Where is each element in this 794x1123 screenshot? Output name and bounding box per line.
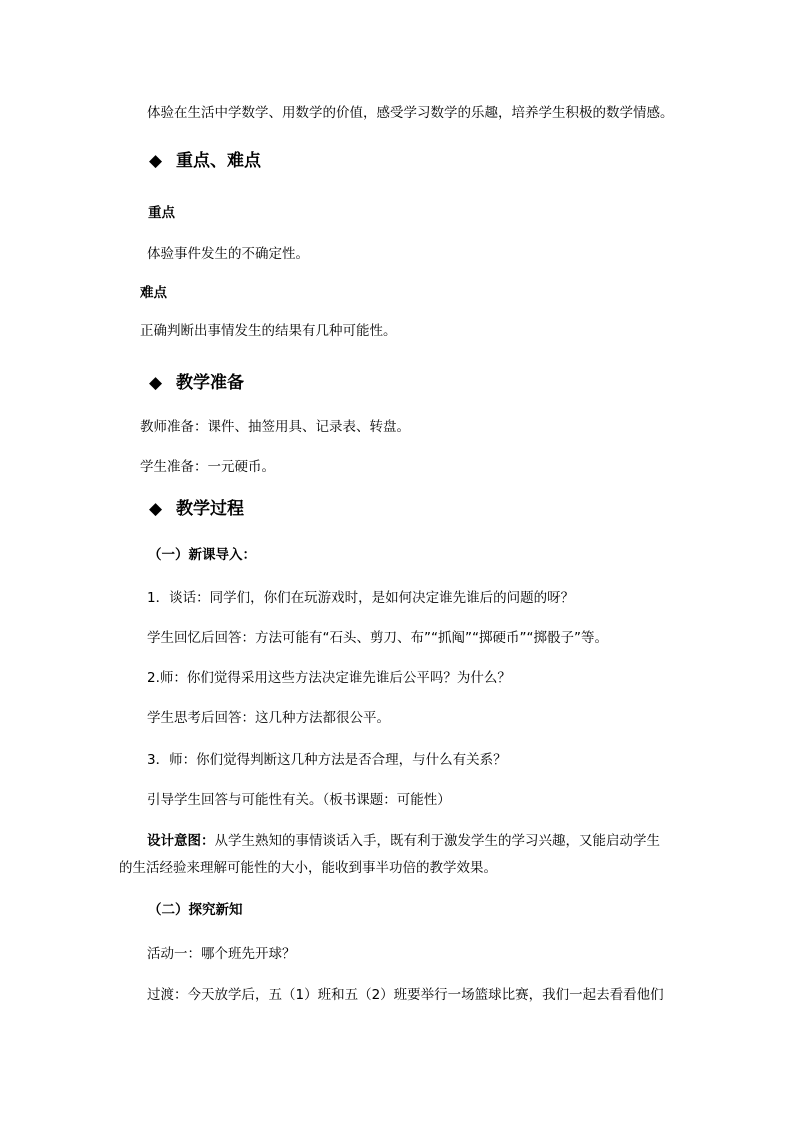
nandian-label: 难点: [140, 285, 167, 301]
transition-line: 过渡：今天放学后，五（1）班和五（2）班要举行一场篮球比赛，我们一起去看看他们: [147, 987, 664, 1003]
diamond-icon: ◆: [149, 499, 163, 519]
item-2: 2.师：你们觉得采用这些方法决定谁先谁后公平吗？为什么？: [147, 670, 511, 686]
item-1: 1．谈话：同学们，你们在玩游戏时，是如何决定谁先谁后的问题的呀？: [147, 590, 575, 606]
design-intent-label: 设计意图：: [147, 833, 215, 849]
part2-title: （二）探究新知: [148, 902, 243, 918]
item-1-answer: 学生回忆后回答：方法可能有“石头、剪刀、布”“抓阄”“掷硬币”“掷骰子”等。: [147, 630, 608, 646]
section-heading-key-points: [149, 149, 261, 173]
item-3: 3．师：你们觉得判断这几种方法是否合理，与什么有关系？: [147, 752, 507, 768]
section-heading-text: 教学过程: [176, 499, 244, 519]
item-3-answer: 引导学生回答与可能性有关。（板书课题：可能性）: [147, 792, 451, 808]
section-heading-text: 教学准备: [176, 373, 244, 393]
design-intent-line-1: [147, 831, 660, 851]
zhongdian-label: 重点: [148, 205, 175, 221]
teacher-preparation: 教师准备：课件、抽签用具、记录表、转盘。: [140, 419, 410, 435]
diamond-icon: ◆: [149, 373, 163, 393]
section-heading-preparation: [149, 371, 244, 395]
item-2-answer: 学生思考后回答：这几种方法都很公平。: [147, 710, 390, 726]
section-heading-process: [149, 497, 244, 521]
part1-title: （一）新课导入：: [148, 547, 256, 563]
intro-line: 体验在生活中学数学、用数学的价值，感受学习数学的乐趣，培养学生积极的数学情感。: [147, 105, 674, 121]
student-preparation: 学生准备：一元硬币。: [140, 459, 275, 475]
diamond-icon: ◆: [149, 151, 163, 171]
zhongdian-text: 体验事件发生的不确定性。: [147, 246, 309, 262]
design-intent-text: 从学生熟知的事情谈话入手，既有利于激发学生的学习兴趣，又能启动学生: [214, 833, 660, 849]
design-intent-line-2: 的生活经验来理解可能性的大小，能收到事半功倍的教学效果。: [119, 860, 497, 876]
section-heading-text: 重点、难点: [176, 151, 261, 171]
activity-1: 活动一：哪个班先开球？: [147, 946, 296, 962]
nandian-text: 正确判断出事情发生的结果有几种可能性。: [140, 323, 397, 339]
